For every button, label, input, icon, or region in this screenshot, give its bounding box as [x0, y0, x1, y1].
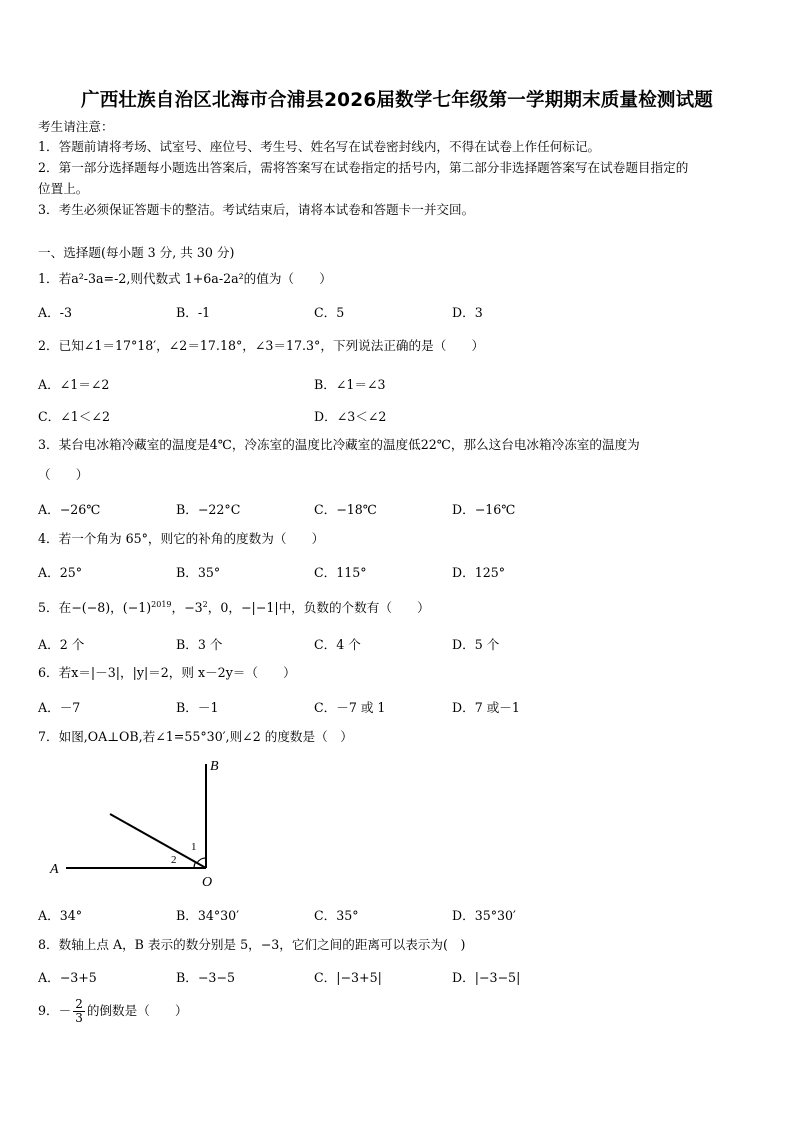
- q9-suffix: 的倒数是（ ）: [86, 1003, 188, 1018]
- question-1-stem: 1．若a²-3a=-2,则代数式 1+6a-2a²的值为（ ）: [38, 271, 332, 286]
- q9-prefix: 9．－: [38, 1003, 72, 1018]
- question-4-stem: 4．若一个角为 65°，则它的补角的度数为（ ）: [38, 531, 325, 546]
- q8-option-b: B．−3−5: [176, 970, 235, 985]
- notice-line-1: 1．答题前请将考场、试室号、座位号、考生号、姓名写在试卷密封线内，不得在试卷上作任何标记。: [38, 139, 601, 154]
- label-angle-1: 1: [191, 841, 197, 853]
- q4-option-d: D．125°: [452, 565, 506, 580]
- q2-option-b: B．∠1＝∠3: [314, 377, 386, 392]
- q7-option-c: C．35°: [314, 908, 359, 923]
- q5-stem-part-2: ，−3: [171, 600, 203, 616]
- label-angle-2: 2: [171, 854, 177, 866]
- q6-option-b: B．－1: [176, 700, 219, 715]
- q7-option-b: B．34°30′: [176, 908, 240, 923]
- q5-stem-part-1: 5．在−(−8)，(−1): [38, 600, 152, 616]
- q7-option-a: A．34°: [38, 908, 83, 923]
- question-3-stem-bracket: （ ）: [38, 467, 89, 482]
- q1-option-d: D．3: [452, 305, 483, 320]
- notice-line-3: 3．考生必须保证答题卡的整洁。考试结束后，请将本试卷和答题卡一并交回。: [38, 202, 475, 217]
- q6-option-c: C．－7 或 1: [314, 700, 386, 715]
- section-heading: 一、选择题(每小题 3 分, 共 30 分): [38, 245, 235, 260]
- angle-figure: [40, 752, 240, 892]
- q4-option-a: A．25°: [38, 565, 83, 580]
- q4-option-c: C．115°: [314, 565, 367, 580]
- q5-option-a: A．2 个: [38, 637, 85, 652]
- question-6-stem: 6．若x＝|－3|，|y|＝2，则 x－2y＝（ ）: [38, 665, 296, 680]
- q3-option-a: A．−26℃: [38, 502, 101, 517]
- question-7-stem: 7．如图,OA⊥OB,若∠1=55°30′,则∠2 的度数是（ ）: [38, 729, 353, 744]
- q5-exponent-2: 2: [202, 600, 208, 609]
- notice-line-2-cont: 位置上。: [38, 181, 89, 196]
- angle-1-arc: [197, 858, 206, 863]
- q9-fraction-denominator: 3: [75, 1011, 83, 1025]
- q4-option-b: B．35°: [176, 565, 221, 580]
- q8-option-d: D．|−3−5|: [452, 970, 521, 985]
- q5-option-c: C．4 个: [314, 637, 361, 652]
- q9-fraction-numerator: 2: [75, 997, 83, 1011]
- q2-option-c: C．∠1＜∠2: [38, 409, 110, 424]
- question-2-stem: 2．已知∠1＝17°18′，∠2＝17.18°，∠3＝17.3°，下列说法正确的是（ ）: [38, 338, 485, 353]
- label-o: O: [202, 875, 213, 890]
- q8-option-a: A．−3+5: [38, 970, 97, 985]
- q1-option-c: C．5: [314, 305, 345, 320]
- q3-option-c: C．−18℃: [314, 502, 377, 517]
- q3-option-b: B．−22°C: [176, 502, 241, 517]
- q2-option-a: A．∠1＝∠2: [38, 377, 110, 392]
- question-8-stem: 8．数轴上点 A，B 表示的数分别是 5，−3，它们之间的距离可以表示为( ): [38, 937, 466, 952]
- q5-option-b: B．3 个: [176, 637, 223, 652]
- page-title: 广西壮族自治区北海市合浦县2026届数学七年级第一学期期末质量检测试题: [81, 90, 713, 111]
- q8-option-c: C．|−3+5|: [314, 970, 382, 985]
- q2-option-d: D．∠3＜∠2: [314, 409, 387, 424]
- q5-exponent-2019: 2019: [151, 600, 172, 609]
- notice-line-2: 2．第一部分选择题每小题选出答案后，需将答案写在试卷指定的括号内，第二部分非选择题答案写在试卷题目指定的: [38, 160, 689, 175]
- q5-stem-part-3: ，0，−|−1|中，负数的个数有（ ）: [207, 600, 430, 616]
- q5-option-d: D．5 个: [452, 637, 500, 652]
- q3-option-d: D．−16℃: [452, 502, 516, 517]
- question-5-stem: [38, 596, 430, 617]
- question-3-stem: 3．某台电冰箱冷藏室的温度是4℃，冷冻室的温度比冷藏室的温度低22℃，那么这台电冰箱冷冻室的温度为: [38, 437, 640, 452]
- label-a: A: [50, 862, 59, 877]
- q6-option-a: A．－7: [38, 700, 81, 715]
- q1-option-b: B．-1: [176, 305, 211, 320]
- label-b: B: [210, 759, 219, 774]
- q7-option-d: D．35°30′: [452, 908, 516, 923]
- q1-option-a: A．-3: [38, 305, 72, 320]
- notice-heading: 考生请注意：: [38, 119, 114, 134]
- q6-option-d: D．7 或－1: [452, 700, 520, 715]
- question-9-stem: [38, 998, 188, 1025]
- q9-fraction: [73, 998, 85, 1025]
